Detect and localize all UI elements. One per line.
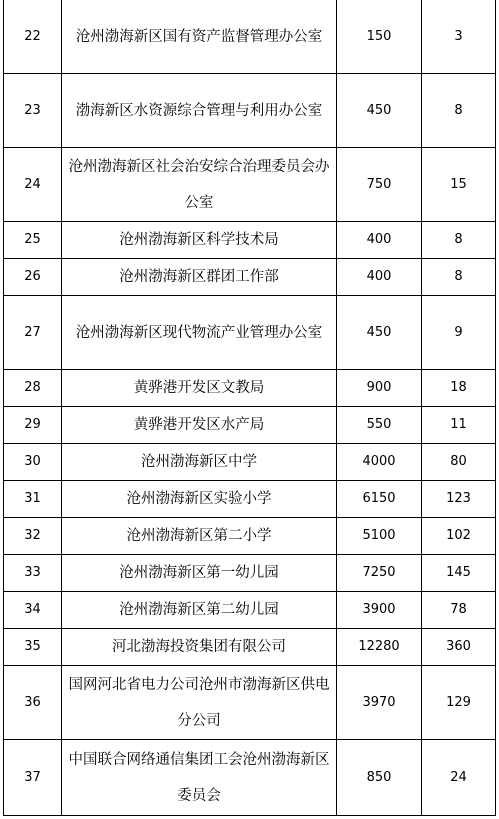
amount-cell: 150 bbox=[337, 0, 422, 74]
count-cell: 9 bbox=[422, 296, 496, 370]
count-cell: 123 bbox=[422, 481, 496, 518]
unit-name-text: 国网河北省电力公司沧州市渤海新区供电分公司 bbox=[68, 676, 330, 729]
count-cell: 15 bbox=[422, 148, 496, 222]
row-number-cell: 25 bbox=[4, 222, 62, 259]
unit-name-cell bbox=[62, 444, 337, 481]
unit-name-text: 沧州渤海新区中学 bbox=[141, 454, 257, 470]
table-row bbox=[4, 407, 496, 444]
row-number-cell: 36 bbox=[4, 666, 62, 740]
unit-name-text: 河北渤海投资集团有限公司 bbox=[112, 639, 286, 655]
unit-name-text: 沧州渤海新区国有资产监督管理办公室 bbox=[75, 28, 323, 45]
count-cell: 24 bbox=[422, 740, 496, 816]
unit-name-text: 沧州渤海新区实验小学 bbox=[126, 491, 272, 507]
amount-cell: 750 bbox=[337, 148, 422, 222]
count-cell: 8 bbox=[422, 74, 496, 148]
table-row bbox=[4, 592, 496, 629]
unit-name-text: 沧州渤海新区第一幼儿园 bbox=[119, 565, 279, 581]
unit-name-text: 沧州渤海新区第二幼儿园 bbox=[119, 602, 279, 618]
amount-cell: 4000 bbox=[337, 444, 422, 481]
unit-name-cell bbox=[62, 148, 337, 222]
amount-cell: 12280 bbox=[337, 629, 422, 666]
count-cell: 80 bbox=[422, 444, 496, 481]
data-table bbox=[3, 0, 496, 816]
unit-name-cell bbox=[62, 296, 337, 370]
count-cell: 78 bbox=[422, 592, 496, 629]
table-row bbox=[4, 259, 496, 296]
table-row bbox=[4, 296, 496, 370]
unit-name-text: 沧州渤海新区群团工作部 bbox=[119, 269, 279, 285]
row-number-cell: 30 bbox=[4, 444, 62, 481]
row-number-cell: 27 bbox=[4, 296, 62, 370]
table-row bbox=[4, 148, 496, 222]
count-cell: 18 bbox=[422, 370, 496, 407]
unit-name-cell bbox=[62, 259, 337, 296]
table-row bbox=[4, 74, 496, 148]
amount-cell: 450 bbox=[337, 74, 422, 148]
amount-cell: 3900 bbox=[337, 592, 422, 629]
row-number-cell: 22 bbox=[4, 0, 62, 74]
table-row bbox=[4, 518, 496, 555]
unit-name-cell bbox=[62, 518, 337, 555]
amount-cell: 3970 bbox=[337, 666, 422, 740]
amount-cell: 450 bbox=[337, 296, 422, 370]
unit-name-cell bbox=[62, 407, 337, 444]
unit-name-text: 黄骅港开发区文教局 bbox=[133, 380, 265, 396]
unit-name-cell bbox=[62, 74, 337, 148]
count-cell: 102 bbox=[422, 518, 496, 555]
amount-cell: 5100 bbox=[337, 518, 422, 555]
unit-name-text: 沧州渤海新区第二小学 bbox=[126, 528, 272, 544]
row-number-cell: 37 bbox=[4, 740, 62, 816]
row-number-cell: 29 bbox=[4, 407, 62, 444]
row-number-cell: 31 bbox=[4, 481, 62, 518]
amount-cell: 900 bbox=[337, 370, 422, 407]
unit-name-text: 黄骅港开发区水产局 bbox=[133, 417, 265, 433]
table-row bbox=[4, 0, 496, 74]
amount-cell: 400 bbox=[337, 222, 422, 259]
unit-name-cell bbox=[62, 481, 337, 518]
amount-cell: 7250 bbox=[337, 555, 422, 592]
count-cell: 3 bbox=[422, 0, 496, 74]
unit-name-text: 沧州渤海新区科学技术局 bbox=[119, 232, 279, 248]
amount-cell: 850 bbox=[337, 740, 422, 816]
row-number-cell: 24 bbox=[4, 148, 62, 222]
table-body bbox=[4, 0, 496, 816]
table-row bbox=[4, 629, 496, 666]
count-cell: 145 bbox=[422, 555, 496, 592]
table-row bbox=[4, 555, 496, 592]
count-cell: 129 bbox=[422, 666, 496, 740]
unit-name-text: 沧州渤海新区社会治安综合治理委员会办公室 bbox=[68, 158, 330, 211]
unit-name-text: 中国联合网络通信集团工会沧州渤海新区委员会 bbox=[68, 751, 330, 804]
table-row bbox=[4, 666, 496, 740]
unit-name-cell bbox=[62, 0, 337, 74]
unit-name-cell bbox=[62, 370, 337, 407]
unit-name-cell bbox=[62, 592, 337, 629]
row-number-cell: 32 bbox=[4, 518, 62, 555]
row-number-cell: 23 bbox=[4, 74, 62, 148]
unit-name-text: 渤海新区水资源综合管理与利用办公室 bbox=[75, 102, 323, 119]
unit-name-cell bbox=[62, 629, 337, 666]
row-number-cell: 28 bbox=[4, 370, 62, 407]
row-number-cell: 33 bbox=[4, 555, 62, 592]
unit-name-cell bbox=[62, 555, 337, 592]
unit-name-cell bbox=[62, 666, 337, 740]
count-cell: 8 bbox=[422, 259, 496, 296]
count-cell: 360 bbox=[422, 629, 496, 666]
table-row bbox=[4, 370, 496, 407]
count-cell: 11 bbox=[422, 407, 496, 444]
row-number-cell: 34 bbox=[4, 592, 62, 629]
unit-name-text: 沧州渤海新区现代物流产业管理办公室 bbox=[75, 324, 323, 341]
table-row bbox=[4, 222, 496, 259]
unit-name-cell bbox=[62, 740, 337, 816]
table-row bbox=[4, 740, 496, 816]
amount-cell: 6150 bbox=[337, 481, 422, 518]
table-row bbox=[4, 444, 496, 481]
row-number-cell: 35 bbox=[4, 629, 62, 666]
count-cell: 8 bbox=[422, 222, 496, 259]
table-row bbox=[4, 481, 496, 518]
amount-cell: 400 bbox=[337, 259, 422, 296]
row-number-cell: 26 bbox=[4, 259, 62, 296]
unit-name-cell bbox=[62, 222, 337, 259]
amount-cell: 550 bbox=[337, 407, 422, 444]
